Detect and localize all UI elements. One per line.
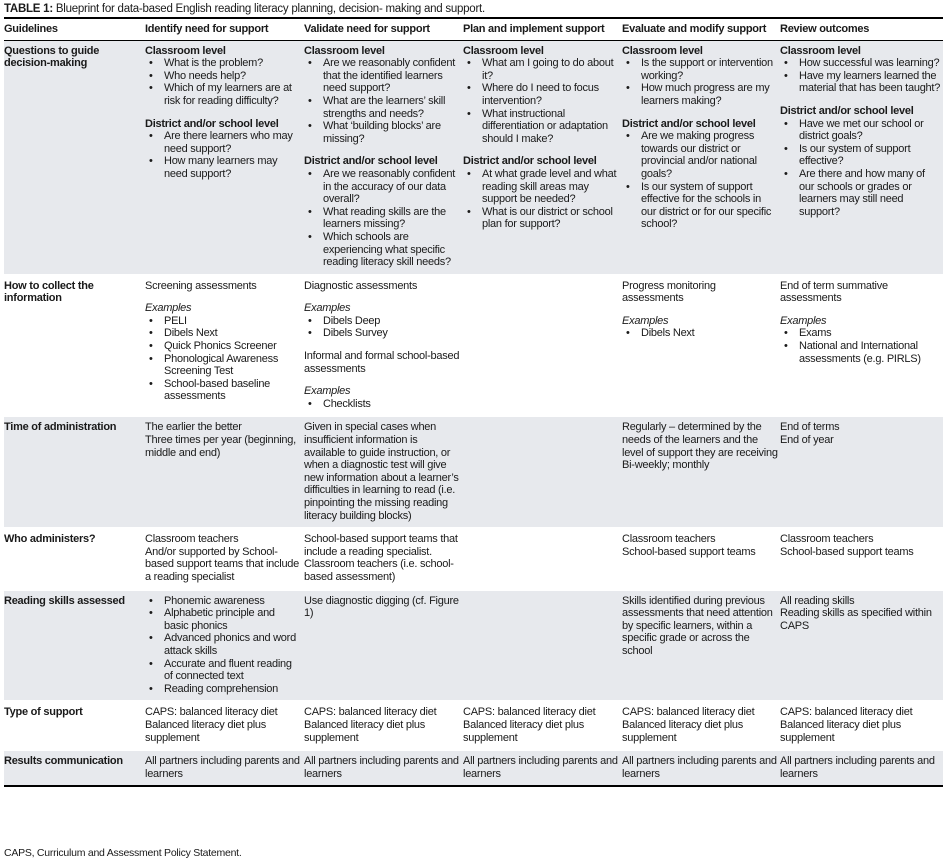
- bullet-list: [145, 315, 302, 403]
- cell-text: Balanced literacy diet plus supplement: [780, 718, 902, 744]
- bullet-item: • What ‘building blocks’ are missing?: [323, 120, 461, 145]
- bullet-item: • Dibels Deep: [323, 315, 461, 328]
- row-label: Questions to guide decision-making: [4, 44, 100, 70]
- cell-text: All partners including parents and learners: [780, 755, 935, 780]
- cell-text: Balanced literacy diet plus supplement: [145, 718, 267, 744]
- examples-label: Examples: [304, 302, 351, 315]
- table-number: TABLE 1:: [4, 3, 53, 15]
- table-row: [4, 528, 943, 589]
- cell-text: CAPS: balanced literacy diet: [145, 706, 278, 719]
- cell-text: Bi-weekly; monthly: [622, 459, 710, 472]
- cell-text: School-based support teams: [622, 545, 756, 558]
- table-cell: [304, 590, 463, 702]
- bullet-item: • Dibels Next: [164, 327, 302, 340]
- cell-text: Classroom teachers: [622, 533, 716, 546]
- header-review: Review outcomes: [780, 23, 870, 35]
- level-heading: Classroom level: [145, 44, 226, 57]
- bullet-item: • Dibels Next: [641, 327, 778, 340]
- cell-text: Screening assessments: [145, 279, 257, 292]
- table-body: [4, 40, 943, 786]
- cell-text: Given in special cases when insufficient information is available to guide instruction, or when a diagnostic test will give new information about a learner’s difficulties in learning to read (i.e. pinpointing the missing reading literacy building blocks): [304, 421, 459, 522]
- bullet-list: [780, 57, 941, 95]
- bullet-item: • What is the problem?: [164, 57, 302, 70]
- bullet-item: • Are we reasonably confident in the accuracy of our data overall?: [323, 168, 461, 206]
- bullet-item: • Reading comprehension: [164, 683, 302, 696]
- cell-text: CAPS: balanced literacy diet: [463, 706, 596, 719]
- cell-text: School-based support teams: [780, 545, 914, 558]
- table-cell: [780, 416, 943, 528]
- table-row: [4, 701, 943, 750]
- bullet-item: • Are we making progress towards our district or provincial and/or national goals?: [641, 130, 778, 180]
- bullet-item: • Are we reasonably confident that the identified learners need support?: [323, 57, 461, 95]
- cell-text: Classroom teachers: [780, 533, 874, 546]
- header-plan: Plan and implement support: [463, 23, 605, 35]
- bullet-list: [304, 315, 461, 340]
- bullet-list: [622, 130, 778, 231]
- bullet-item: • Dibels Survey: [323, 327, 461, 340]
- table-cell: [622, 416, 780, 528]
- cell-text: CAPS: balanced literacy diet: [304, 706, 437, 719]
- header-guidelines: Guidelines: [4, 23, 58, 35]
- table-row: [4, 416, 943, 528]
- table-cell: [622, 40, 780, 275]
- bullet-item: • Where do I need to focus intervention?: [482, 82, 620, 107]
- table-cell: [304, 40, 463, 275]
- bullet-item: • Which of my learners are at risk for reading difficulty?: [164, 82, 302, 107]
- bullet-item: • What am I going to do about it?: [482, 57, 620, 82]
- table-caption: [4, 3, 485, 16]
- cell-text: Use diagnostic digging (cf. Figure 1): [304, 594, 459, 620]
- table-cell: [463, 528, 622, 589]
- header-identify: Identify need for support: [145, 23, 269, 35]
- bullet-item: • What reading skills are the learners missing?: [323, 206, 461, 231]
- bullet-list: [622, 57, 778, 107]
- table-row: [4, 750, 943, 786]
- cell-text: Skills identified during previous assessments that need attention by specific learners, within a specific grade or across the school: [622, 594, 773, 657]
- bullet-item: • Alphabetic principle and basic phonics: [164, 607, 302, 632]
- header-row: [4, 18, 943, 40]
- bullet-item: • Accurate and fluent reading of connected text: [164, 658, 302, 683]
- bullet-list: [145, 57, 302, 107]
- cell-text: All partners including parents and learners: [145, 755, 300, 780]
- table-cell: [780, 40, 943, 275]
- bullet-item: • What are the learners’ skill strengths and needs?: [323, 95, 461, 120]
- table-cell: [463, 275, 622, 417]
- bullet-list: [304, 57, 461, 145]
- table-cell: [780, 750, 943, 786]
- header-evaluate: Evaluate and modify support: [622, 23, 767, 35]
- table-row: [4, 40, 943, 275]
- cell-text: Reading skills as specified within CAPS: [780, 607, 932, 632]
- table-cell: [145, 416, 304, 528]
- table-cell: [304, 750, 463, 786]
- cell-text: Classroom teachers (i.e. school-based assessment): [304, 558, 454, 583]
- blueprint-table: [4, 17, 943, 787]
- level-heading: Classroom level: [463, 44, 544, 57]
- table-cell: [145, 750, 304, 786]
- bullet-list: [145, 130, 302, 180]
- table-cell: [622, 275, 780, 417]
- bullet-item: • What instructional differentiation or adaptation should I make?: [482, 108, 620, 146]
- row-label: How to collect the information: [4, 279, 94, 305]
- cell-text: All partners including parents and learners: [304, 755, 459, 780]
- cell-text: End of term summative assessments: [780, 279, 888, 305]
- table-cell: [463, 750, 622, 786]
- table-cell: [780, 528, 943, 589]
- cell-text: Three times per year (beginning, middle and end): [145, 434, 296, 459]
- bullet-item: • Are there learners who may need support?: [164, 130, 302, 155]
- row-label: Type of support: [4, 706, 83, 719]
- cell-text: Balanced literacy diet plus supplement: [304, 718, 426, 744]
- bullet-item: • Quick Phonics Screener: [164, 340, 302, 353]
- bullet-item: • Is our system of support effective for the schools in our district or for our specific school?: [641, 181, 778, 231]
- cell-text: School-based support teams that include a reading specialist.: [304, 533, 458, 558]
- bullet-item: • Have my learners learned the material that has been taught?: [799, 70, 941, 95]
- cell-text: Informal and formal school-based assessments: [304, 350, 460, 375]
- table-cell: [780, 590, 943, 702]
- cell-text: End of terms: [780, 421, 840, 434]
- cell-text: Classroom teachers: [145, 533, 239, 546]
- cell-text: All reading skills: [780, 594, 855, 607]
- table-cell: [780, 701, 943, 750]
- table-row: [4, 590, 943, 702]
- table-cell: [304, 275, 463, 417]
- cell-text: CAPS: balanced literacy diet: [780, 706, 913, 719]
- table-cell: [780, 275, 943, 417]
- cell-text: All partners including parents and learners: [622, 755, 777, 780]
- table-cell: [622, 701, 780, 750]
- cell-text: All partners including parents and learners: [463, 755, 618, 780]
- level-heading: District and/or school level: [780, 104, 914, 117]
- cell-text: Regularly – determined by the needs of the learners and the level of support they are receiving: [622, 421, 778, 459]
- cell-text: And/or supported by School-based support teams that include a reading specialist: [145, 545, 300, 583]
- table-footnote: CAPS, Curriculum and Assessment Policy Statement.: [4, 847, 242, 859]
- header-validate: Validate need for support: [304, 23, 430, 35]
- table-cell: [463, 701, 622, 750]
- table-cell: [145, 40, 304, 275]
- bullet-item: • Which schools are experiencing what specific reading literacy skill needs?: [323, 231, 461, 269]
- bullet-item: • School-based baseline assessments: [164, 378, 302, 403]
- bullet-list: [622, 327, 778, 340]
- cell-text: CAPS: balanced literacy diet: [622, 706, 755, 719]
- bullet-item: • Is our system of support effective?: [799, 143, 941, 168]
- bullet-item: • At what grade level and what reading skill areas may support be needed?: [482, 168, 620, 206]
- level-heading: District and/or school level: [463, 155, 597, 168]
- table-cell: [622, 750, 780, 786]
- bullet-item: • PELI: [164, 315, 302, 328]
- bullet-item: • Is the support or intervention working?: [641, 57, 778, 82]
- bullet-list: [463, 57, 620, 145]
- table-cell: [145, 701, 304, 750]
- bullet-list: [780, 327, 941, 365]
- bullet-item: • Advanced phonics and word attack skills: [164, 632, 302, 657]
- table-cell: [463, 40, 622, 275]
- bullet-item: • What is our district or school plan for support?: [482, 206, 620, 231]
- table-row: [4, 275, 943, 417]
- cell-text: Balanced literacy diet plus supplement: [622, 718, 744, 744]
- table-cell: [145, 275, 304, 417]
- cell-text: Balanced literacy diet plus supplement: [463, 718, 585, 744]
- bullet-item: • How much progress are my learners making?: [641, 82, 778, 107]
- table-title: Blueprint for data-based English reading literacy planning, decision- making and support.: [52, 3, 485, 15]
- table-cell: [622, 528, 780, 589]
- row-label: Time of administration: [4, 421, 117, 434]
- table-cell: [145, 528, 304, 589]
- level-heading: District and/or school level: [145, 117, 279, 130]
- table-cell: [304, 701, 463, 750]
- level-heading: Classroom level: [780, 44, 861, 57]
- table-cell: [463, 416, 622, 528]
- examples-label: Examples: [304, 385, 351, 398]
- bullet-item: • National and International assessments (e.g. PIRLS): [799, 340, 941, 365]
- bullet-item: • Are there and how many of our schools or grades or learners may still need support?: [799, 168, 941, 218]
- level-heading: District and/or school level: [622, 117, 756, 130]
- examples-label: Examples: [622, 314, 669, 327]
- bullet-item: • Who needs help?: [164, 70, 302, 83]
- row-label: Results communication: [4, 755, 123, 768]
- level-heading: District and/or school level: [304, 155, 438, 168]
- examples-label: Examples: [145, 302, 192, 315]
- table-cell: [304, 528, 463, 589]
- level-heading: Classroom level: [622, 44, 703, 57]
- cell-text: The earlier the better: [145, 421, 242, 434]
- bullet-item: • Phonemic awareness: [164, 595, 302, 608]
- bullet-item: • Phonological Awareness Screening Test: [164, 353, 302, 378]
- table-cell: [304, 416, 463, 528]
- table-cell: [145, 590, 304, 702]
- bullet-list: [304, 398, 461, 411]
- level-heading: Classroom level: [304, 44, 385, 57]
- cell-text: Diagnostic assessments: [304, 279, 418, 292]
- bullet-list: [304, 168, 461, 269]
- table-cell: [622, 590, 780, 702]
- bullet-list: [463, 168, 620, 231]
- row-label: Who administers?: [4, 533, 96, 546]
- bullet-item: • Have we met our school or district goals?: [799, 118, 941, 143]
- examples-label: Examples: [780, 314, 827, 327]
- cell-text: End of year: [780, 434, 834, 447]
- bullet-item: • How many learners may need support?: [164, 155, 302, 180]
- bullet-item: • Exams: [799, 327, 941, 340]
- bullet-item: • Checklists: [323, 398, 461, 411]
- row-label: Reading skills assessed: [4, 594, 125, 607]
- bullet-list: [145, 595, 302, 696]
- bullet-item: • How successful was learning?: [799, 57, 941, 70]
- cell-text: Progress monitoring assessments: [622, 279, 716, 305]
- table-cell: [463, 590, 622, 702]
- bullet-list: [780, 118, 941, 219]
